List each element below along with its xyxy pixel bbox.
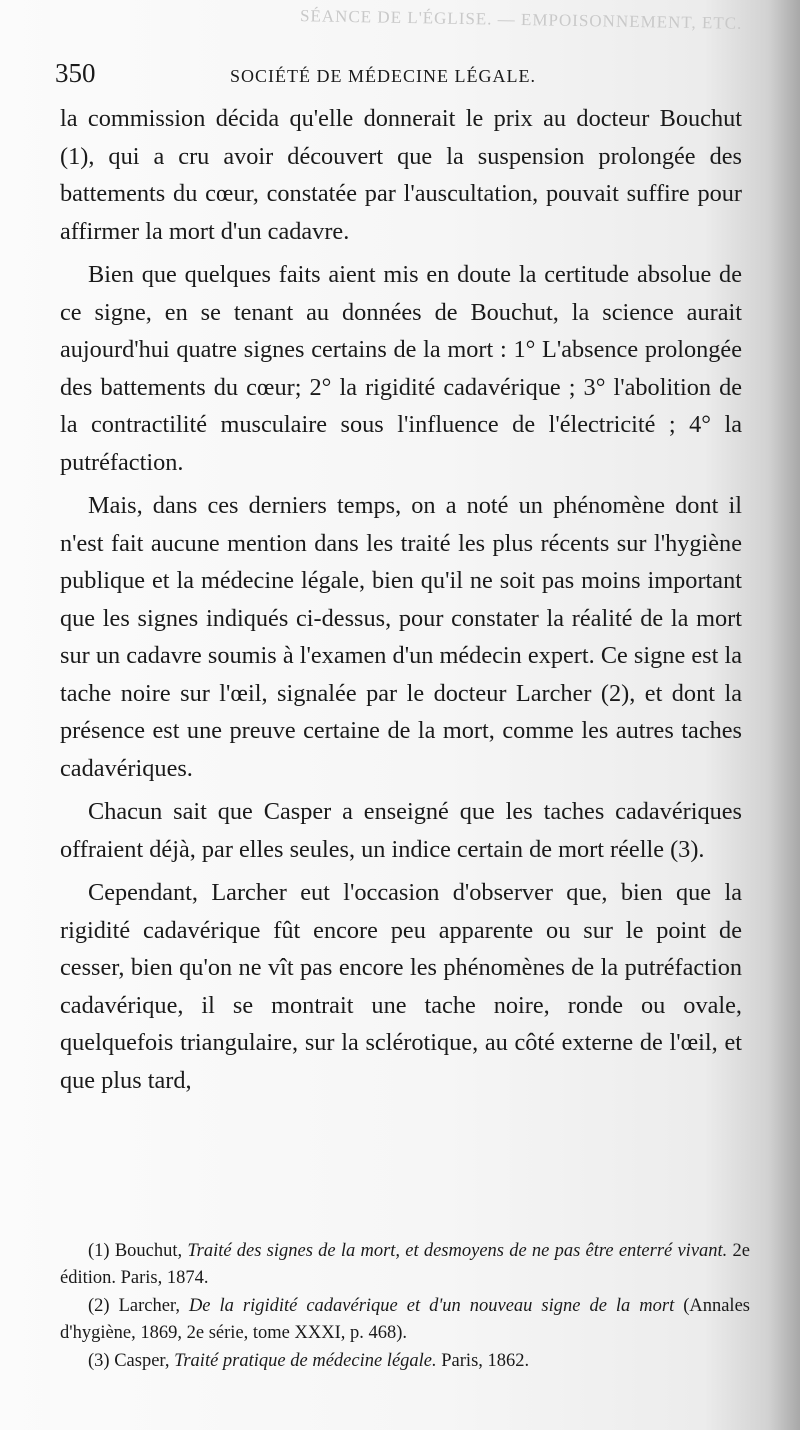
footnote [60, 1348, 750, 1375]
footnote-details: 2e édition. Paris, 1874. [60, 1241, 750, 1288]
paragraph: la commission décida qu'elle donnerait le prix au docteur Bouchut (1), qui a cru avoir découvert que la suspension prolongée des battements du cœur, constatée par l'auscultation, pouvait suffire pour affirmer la mort d'un cadavre. [60, 105, 742, 245]
footnotes [60, 1238, 750, 1376]
footnote-title: De la rigidité cadavérique et d'un nouveau signe de la mort [188, 1296, 675, 1316]
footnote [60, 1238, 750, 1292]
footnote-author: Larcher, [118, 1296, 189, 1316]
footnote-details: (Annales d'hygiène, 1869, 2e série, tome XXXI, p. 468). [60, 1296, 750, 1343]
body-text [60, 100, 742, 1099]
footnote-mark: (2) [88, 1296, 110, 1316]
footnote-title: Traité pratique de médecine légale. [174, 1351, 437, 1371]
footnote-author: Casper, [114, 1351, 175, 1371]
paragraph: Chacun sait que Casper a enseigné que les taches cadavériques offraient déjà, par elles seules, un indice certain de mort réelle (3). [60, 798, 742, 863]
footnote-mark: (3) [88, 1351, 110, 1371]
bleed-through-text: SÉANCE DE L'ÉGLISE. — EMPOISONNEMENT, ETC. [299, 6, 743, 33]
footnote-author: Bouchut, [114, 1241, 188, 1261]
footnote-details: Paris, 1862. [436, 1351, 530, 1371]
paragraph: Mais, dans ces derniers temps, on a noté un phénomène dont il n'est fait aucune mention dans les traité les plus récents sur l'hygiène publique et la médecine légale, bien qu'il ne soit pas moins important que les signes indiqués ci-dessus, pour constater la réalité de la mort sur un cadavre soumis à l'examen d'un médecin expert. Ce signe est la tache noire sur l'œil, signalée par le docteur Larcher (2), et dont la présence est une preuve certaine de la mort, comme les autres taches cadavériques. [60, 492, 742, 782]
footnote [60, 1293, 750, 1347]
page-number: 350 [55, 58, 96, 88]
footnote-mark: (1) [88, 1241, 110, 1261]
footnote-title: Traité des signes de la mort, et desmoyens de ne pas être enterré vivant. [187, 1241, 728, 1261]
paragraph: Bien que quelques faits aient mis en doute la certitude absolue de ce signe, en se tenant au données de Bouchut, la science aurait aujourd'hui quatre signes certains de la mort : 1° L'absence prolongée des battements du cœur; 2° la rigidité cadavérique ; 3° l'abolition de la contractilité musculaire sous l'influence de l'électricité ; 4° la putréfaction. [60, 261, 742, 476]
paragraph: Cependant, Larcher eut l'occasion d'observer que, bien que la rigidité cadavérique fût encore peu apparente ou sur le point de cesser, bien qu'on ne vît pas encore les phénomènes de la putréfaction cadavérique, il se montrait une tache noire, ronde ou ovale, quelquefois triangulaire, sur la sclérotique, au côté externe de l'œil, et que plus tard, [60, 879, 742, 1094]
page-header [55, 58, 745, 94]
running-title: SOCIÉTÉ DE MÉDECINE LÉGALE. [230, 66, 536, 86]
